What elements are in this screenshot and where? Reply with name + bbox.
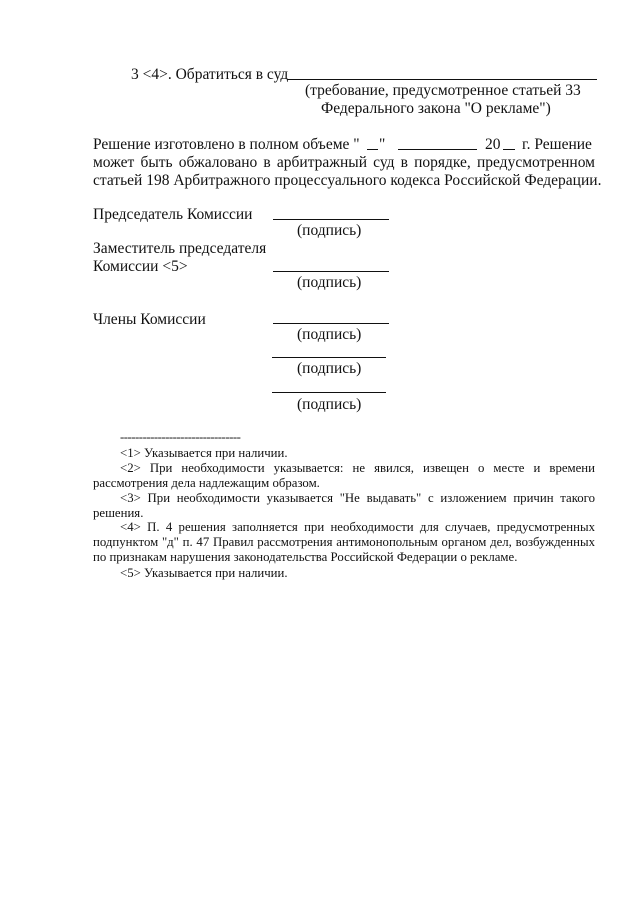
deputy-signature-caption: (подпись) (297, 274, 362, 291)
deputy-label-line2: Комиссии <5> (93, 258, 188, 275)
footnote-5: <5> Указывается при наличии. (120, 566, 288, 580)
decision-year-blank (503, 149, 515, 150)
member3-signature-caption: (подпись) (297, 396, 362, 413)
footnote-4-line1: <4> П. 4 решения заполняется при необходимости для случаев, предусмотренных (120, 520, 595, 534)
member2-signature-caption: (подпись) (297, 360, 362, 377)
member1-signature-caption: (подпись) (297, 326, 362, 343)
footnote-2-line2: рассмотрения дела надлежащим образом. (93, 476, 320, 490)
chair-signature-caption: (подпись) (297, 222, 362, 239)
court-requirement-blank (287, 79, 597, 80)
decision-day-close-quote: " (379, 136, 386, 153)
item-3-text: 3 <4>. Обратиться в суд (131, 66, 289, 83)
decision-line1-right: г. Решение (522, 136, 592, 153)
footnote-separator: -------------------------------- (120, 430, 241, 444)
decision-year-prefix: 20 (485, 136, 501, 153)
item-3-note-line2: Федерального закона "О рекламе") (321, 100, 551, 117)
footnote-2-line1: <2> При необходимости указывается: не явился, извещен о месте и времени (120, 461, 595, 475)
member2-signature-line (272, 357, 386, 358)
decision-line3: статьей 198 Арбитражного процессуального кодекса Российской Федерации. (93, 172, 602, 189)
decision-line1-left: Решение изготовлено в полном объеме " (93, 136, 360, 153)
footnote-4-line3: по признакам нарушения законодательства Российской Федерации о рекламе. (93, 550, 518, 564)
members-label: Члены Комиссии (93, 311, 206, 328)
footnote-3-line1: <3> При необходимости указывается "Не выдавать" с изложением причин такого (120, 491, 595, 505)
deputy-signature-line (273, 271, 389, 272)
item-3-note-line1: (требование, предусмотренное статьей 33 (305, 82, 581, 99)
member1-signature-line (273, 323, 389, 324)
footnote-4-line2: подпунктом "д" п. 47 Правил рассмотрения антимонопольным органом дел, возбужденных (93, 535, 595, 549)
chair-label: Председатель Комиссии (93, 206, 253, 223)
chair-signature-line (273, 219, 389, 220)
decision-day-blank (367, 149, 378, 150)
footnote-3-line2: решения. (93, 506, 144, 520)
deputy-label-line1: Заместитель председателя (93, 240, 267, 257)
decision-month-blank (398, 149, 477, 150)
member3-signature-line (272, 392, 386, 393)
decision-line2: может быть обжаловано в арбитражный суд в порядке, предусмотренном (93, 154, 595, 171)
footnote-1: <1> Указывается при наличии. (120, 446, 288, 460)
